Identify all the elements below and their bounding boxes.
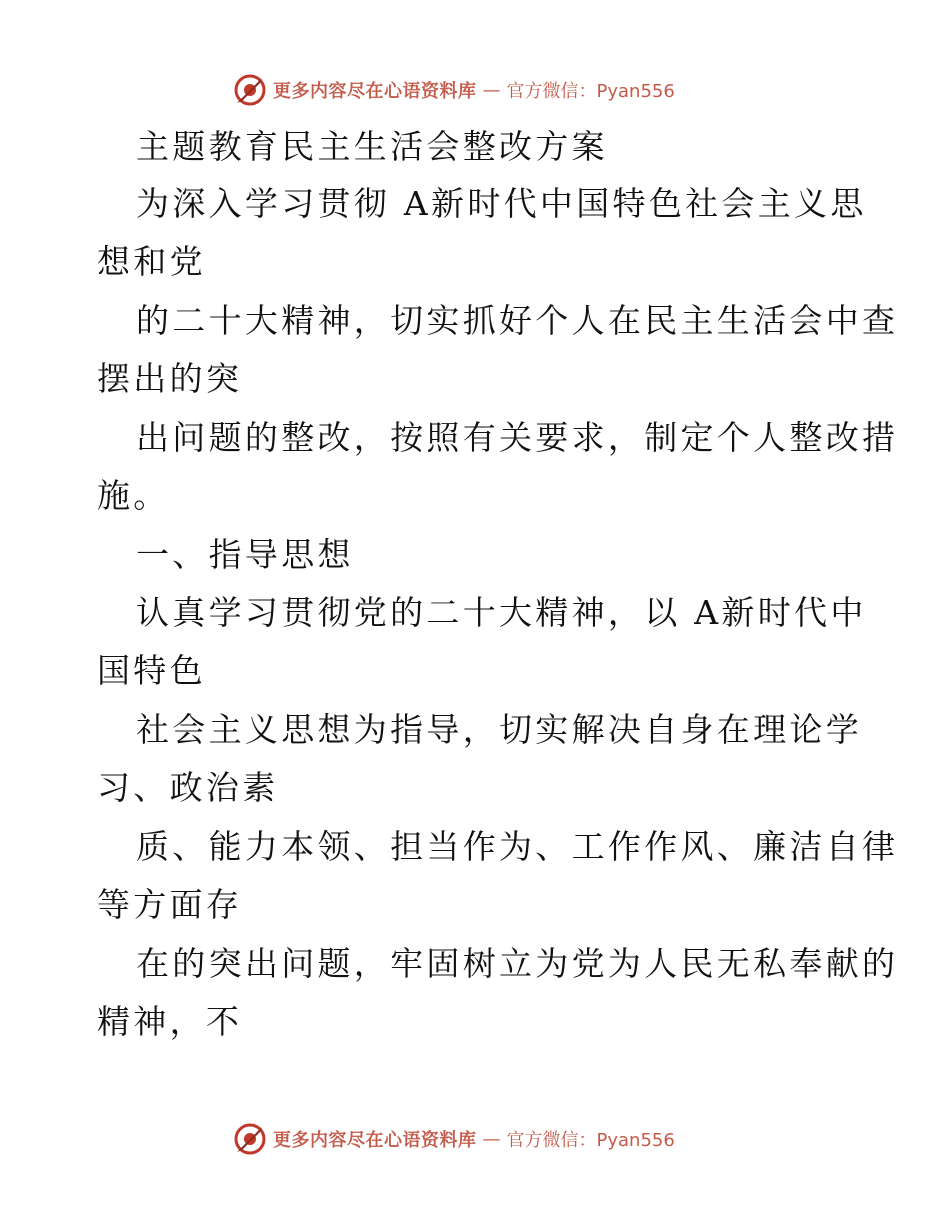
wechat-contact: 官方微信：Pyan556 bbox=[506, 81, 675, 102]
paragraph-line: 国特色 bbox=[97, 651, 206, 690]
banner-separator: — bbox=[482, 79, 501, 101]
paragraph-line: 施。 bbox=[97, 476, 170, 515]
paragraph-line: 精神，不 bbox=[97, 1002, 243, 1041]
wechat-contact: 官方微信：Pyan556 bbox=[506, 1130, 675, 1151]
paragraph-line: 等方面存 bbox=[97, 885, 243, 924]
header-watermark bbox=[233, 72, 675, 108]
paragraph-line: 习、政治素 bbox=[97, 768, 279, 807]
quill-logo-icon bbox=[233, 1122, 267, 1156]
document-title: 主题教育民主生活会整改方案 bbox=[136, 127, 608, 166]
paragraph-line: 摆出的突 bbox=[97, 359, 243, 398]
library-name: 更多内容尽在心语资料库 bbox=[273, 81, 477, 102]
quill-logo-icon bbox=[233, 73, 267, 107]
paragraph-line: 的二十大精神，切实抓好个人在民主生活会中查 bbox=[136, 301, 899, 340]
section-heading: 一、指导思想 bbox=[136, 535, 354, 574]
paragraph-line: 想和党 bbox=[97, 242, 206, 281]
paragraph-line: 认真学习贯彻党的二十大精神，以 A新时代中 bbox=[136, 593, 867, 632]
banner-separator: — bbox=[482, 1128, 501, 1150]
paragraph-line: 为深入学习贯彻 A新时代中国特色社会主义思 bbox=[136, 184, 867, 223]
paragraph-line: 在的突出问题，牢固树立为党为人民无私奉献的 bbox=[136, 944, 899, 983]
paragraph-line: 出问题的整改，按照有关要求，制定个人整改措 bbox=[136, 418, 899, 457]
paragraph-line: 社会主义思想为指导，切实解决自身在理论学 bbox=[136, 710, 862, 749]
library-name: 更多内容尽在心语资料库 bbox=[273, 1130, 477, 1151]
paragraph-line: 质、能力本领、担当作为、工作作风、廉洁自律 bbox=[136, 827, 899, 866]
footer-watermark bbox=[233, 1121, 675, 1157]
